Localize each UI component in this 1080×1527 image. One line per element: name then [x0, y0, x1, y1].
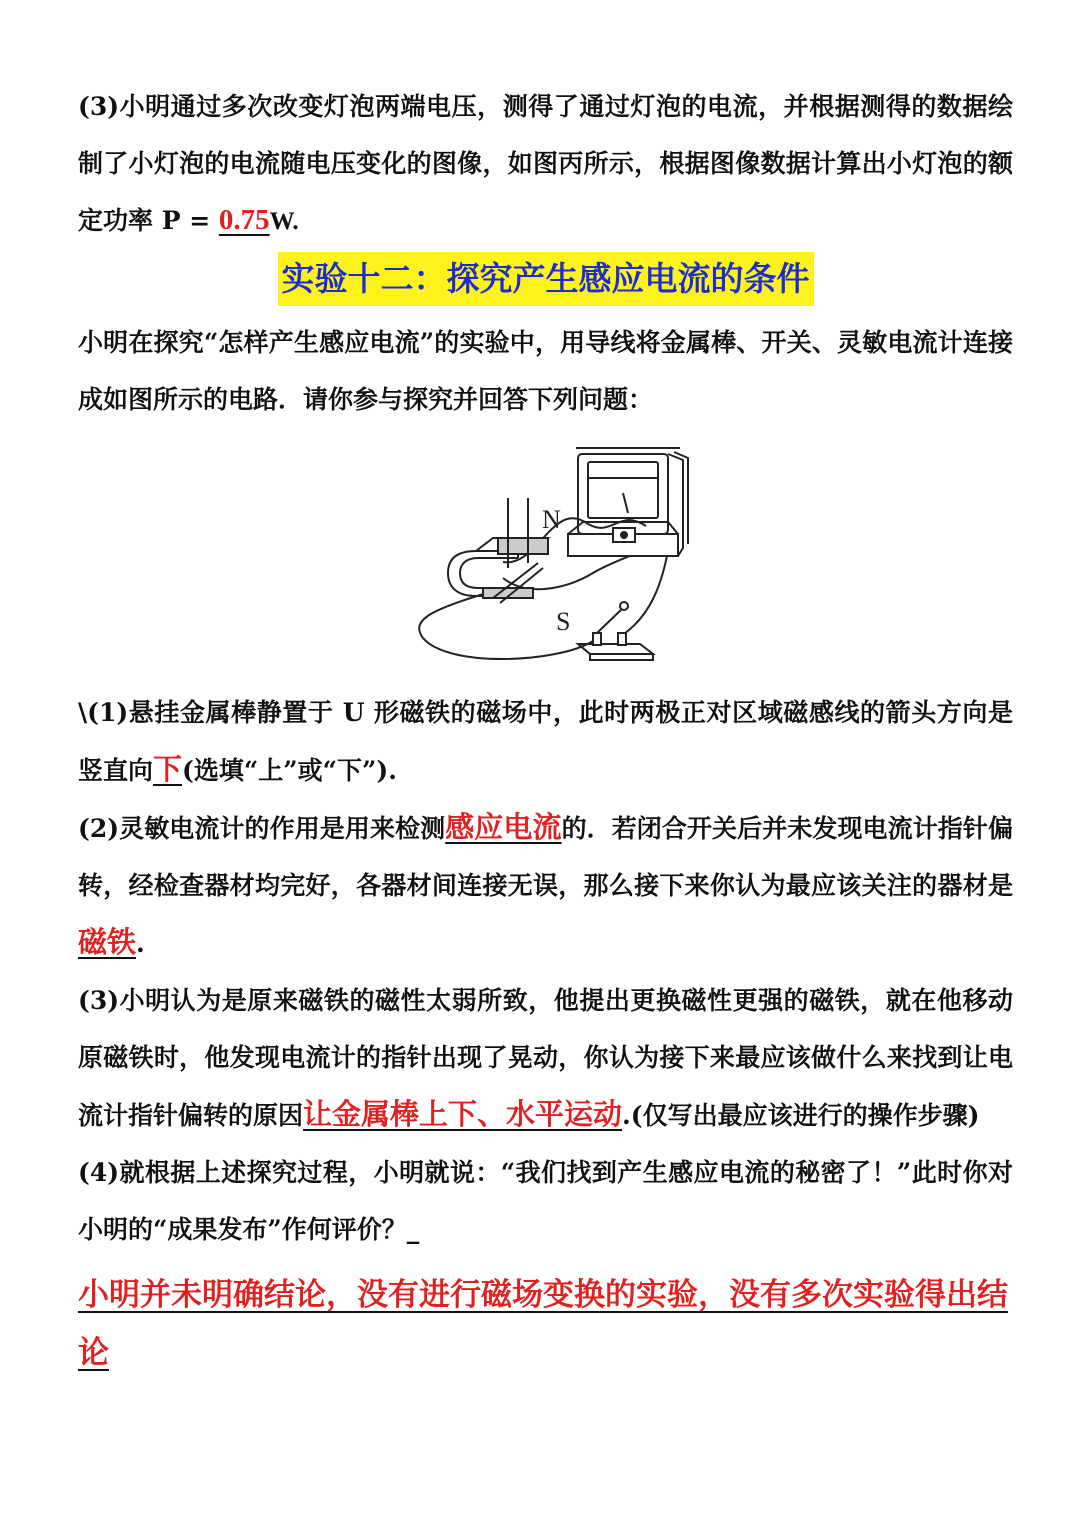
document-page [78, 78, 1013, 1382]
circuit-figure [78, 438, 1013, 678]
question-3-previous: (3)小明通过多次改变灯泡两端电压，测得了通过灯泡的电流，并根据测得的数据绘制了小灯泡的电流随电压变化的图像，如图丙所示，根据图像数据计算出小灯泡的额定功率 P = 0.75W. [78, 92, 1013, 236]
intro-paragraph: 小明在探究“怎样产生感应电流”的实验中，用导线将金属棒、开关、灵敏电流计连接成如图所示的电路．请你参与探究并回答下列问题： [78, 328, 1013, 414]
answer-power: 0.75 [218, 204, 270, 236]
section-title: 实验十二：探究产生感应电流的条件 [278, 252, 814, 306]
answer-3: 让金属棒上下、水平运动 [303, 1097, 623, 1131]
answer-1: 下 [153, 752, 183, 786]
question-3: (3)小明认为是原来磁铁的磁性太弱所致，他提出更换磁性更强的磁铁，就在他移动原磁铁时，他发现电流计的指针出现了晃动，你认为接下来最应该做什么来找到让电流计指针偏转的原因让金属棒上下、水平运动.(仅写出最应该进行的操作步骤) [78, 986, 1013, 1131]
unit-watt: W. [269, 208, 299, 235]
south-pole-label: S [556, 607, 571, 636]
answer-4: 小明并未明确结论，没有进行磁场变换的实验，没有多次实验得出结论 [78, 1277, 1008, 1371]
section-title-wrap [78, 252, 1013, 314]
circuit-diagram [378, 438, 698, 678]
north-pole-label: N [542, 505, 561, 534]
answer-2b: 磁铁 [78, 925, 137, 959]
question-2: (2)灵敏电流计的作用是用来检测感应电流的．若闭合开关后并未发现电流计指针偏转，经检查器材均完好，各器材间连接无误，那么接下来你认为最应该关注的器材是磁铁. [78, 810, 1013, 959]
answer-2a: 感应电流 [445, 810, 562, 844]
question-4: (4)就根据上述探究过程，小明就说：“我们找到产生感应电流的秘密了！”此时你对小明的“成果发布”作何评价？_ [78, 1158, 1013, 1244]
question-1: \(1)悬挂金属棒静置于 U 形磁铁的磁场中，此时两极正对区域磁感线的箭头方向是竖直向下(选填“上”或“下”). [78, 698, 1013, 786]
